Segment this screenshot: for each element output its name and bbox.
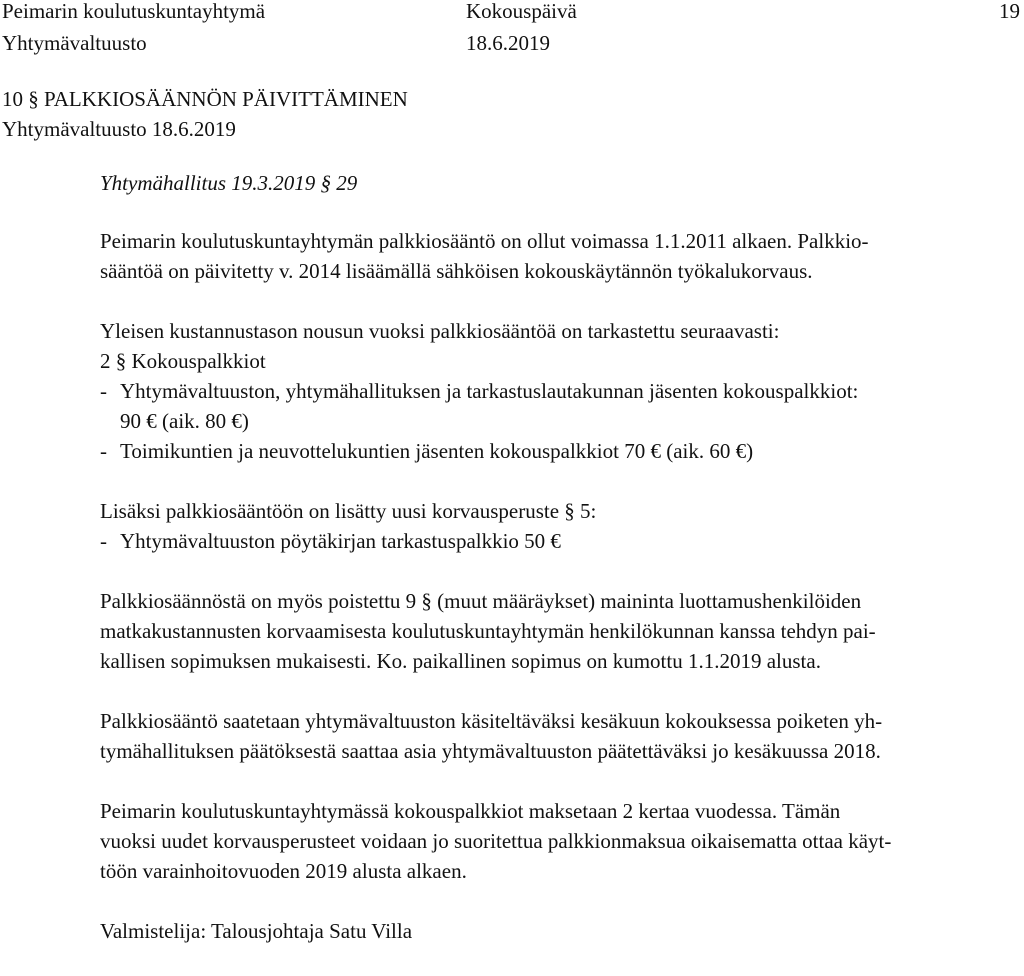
paragraph-1 <box>100 226 1020 286</box>
paragraph-6 <box>100 796 1020 886</box>
paragraph-line: töön varainhoitovuoden 2019 alusta alkaen. <box>100 859 467 883</box>
reference-line: Yhtymähallitus 19.3.2019 § 29 <box>100 171 358 195</box>
paragraph-line: Palkkiosääntö saatetaan yhtymävaltuuston käsiteltäväksi kesäkuun kokouksessa poiketen yh- <box>100 709 883 733</box>
paragraph-line: matkakustannusten korvaamisesta koulutuskuntayhtymän henkilökunnan kanssa tehdyn pai- <box>100 619 876 643</box>
header-left <box>2 0 265 59</box>
header-middle <box>466 0 577 59</box>
section-title: 10 § PALKKIOSÄÄNNÖN PÄIVITTÄMINEN <box>2 87 408 111</box>
page-number: 19 <box>999 0 1020 23</box>
date-label: Kokouspäivä <box>466 0 577 23</box>
bullet-dash: - <box>100 529 107 553</box>
paragraph-line: vuoksi uudet korvausperusteet voidaan jo suoritettua palkkionmaksua oikaisematta ottaa käyt- <box>100 829 892 853</box>
paragraph-3 <box>100 496 1020 556</box>
list-item <box>100 376 1020 436</box>
meeting-date: 18.6.2019 <box>466 31 550 55</box>
list-item-text: Yhtymävaltuuston pöytäkirjan tarkastuspalkkio 50 € <box>120 529 561 553</box>
paragraph-line: tymähallituksen päätöksestä saattaa asia yhtymävaltuuston päätettäväksi jo kesäkuussa 2018. <box>100 739 881 763</box>
paragraph-line: sääntöä on päivitetty v. 2014 lisäämällä sähköisen kokouskäytännön työkalukorvaus. <box>100 259 813 283</box>
paragraph-5 <box>100 706 1020 766</box>
paragraph-line: Yleisen kustannustason nousun vuoksi palkkiosääntöä on tarkastettu seuraavasti: <box>100 319 780 343</box>
paragraph-line: Peimarin koulutuskuntayhtymässä kokouspalkkiot maksetaan 2 kertaa vuodessa. Tämän <box>100 799 841 823</box>
list-item <box>100 526 1020 556</box>
bullet-dash: - <box>100 379 107 403</box>
paragraph-2 <box>100 316 1020 466</box>
bullet-dash: - <box>100 439 107 463</box>
paragraph-line: kallisen sopimuksen mukaisesti. Ko. paikallinen sopimus on kumottu 1.1.2019 alusta. <box>100 649 821 673</box>
section-meeting: Yhtymävaltuusto 18.6.2019 <box>2 117 236 141</box>
section-heading <box>2 84 408 144</box>
list-item-text: 90 € (aik. 80 €) <box>120 409 249 433</box>
paragraph-line: Peimarin koulutuskuntayhtymän palkkiosääntö on ollut voimassa 1.1.2011 alkaen. Palkkio- <box>100 229 869 253</box>
document-body <box>100 226 1020 976</box>
list-item-text: Toimikuntien ja neuvottelukuntien jäsenten kokouspalkkiot 70 € (aik. 60 €) <box>120 439 754 463</box>
meeting-body: Yhtymävaltuusto <box>2 31 147 55</box>
paragraph-4 <box>100 586 1020 676</box>
paragraph-line: Lisäksi palkkiosääntöön on lisätty uusi korvausperuste § 5: <box>100 499 597 523</box>
subsection-heading: 2 § Kokouspalkkiot <box>100 349 266 373</box>
preparer-line: Valmistelija: Talousjohtaja Satu Villa <box>100 919 413 943</box>
list-item-text: Yhtymävaltuuston, yhtymähallituksen ja tarkastuslautakunnan jäsenten kokouspalkkiot: <box>120 379 859 403</box>
paragraph-line: Palkkiosäännöstä on myös poistettu 9 § (muut määräykset) maininta luottamushenkilöiden <box>100 589 862 613</box>
list-item <box>100 436 1020 466</box>
organization-name: Peimarin koulutuskuntayhtymä <box>2 0 266 23</box>
